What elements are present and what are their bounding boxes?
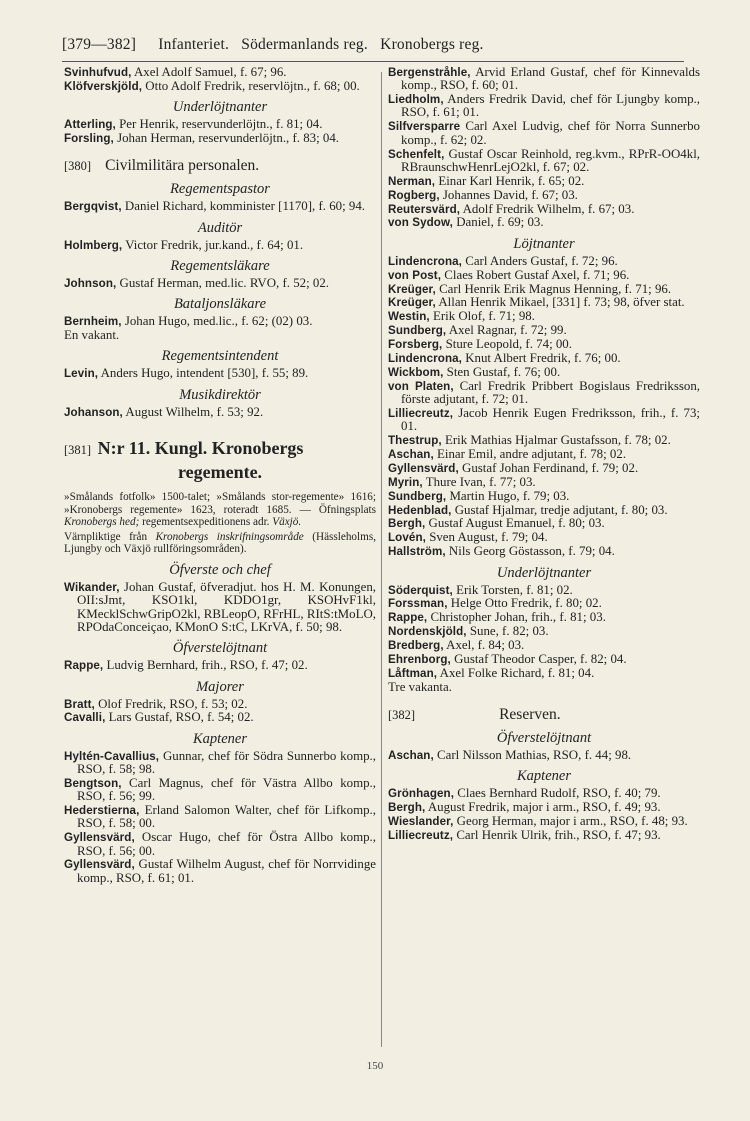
list-item: Rappe, Christopher Johan, frih., f. 81; 03. [388,610,606,625]
list-item: Hederstierna, Erland Salomon Walter, chef för Lifkomp., RSO, f. 58; 00. [64,803,376,831]
list-item: Lilliecreutz, Jacob Henrik Eugen Fredriksson, frih., f. 73; 01. [388,405,700,434]
list-item: Thestrup, Erik Mathias Hjalmar Gustafsson, f. 78; 02. [388,433,671,448]
header-title: Infanteriet. Södermanlands reg. Kronobergs reg. [158,36,484,53]
page-number: 150 [366,1060,384,1072]
list-item: Atterling, Per Henrik, reservunderlöjtn., f. 81; 04. [64,117,323,132]
list-item: Hyltén-Cavallius, Gunnar, chef för Södra Sunnerbo komp., RSO, f. 58; 98. [64,748,376,776]
vacancy-note: Tre vakanta. [388,679,452,694]
list-item: Svinhufvud, Axel Adolf Samuel, f. 67; 96. [64,65,287,79]
list-item: Bergh, Gustaf August Emanuel, f. 80; 03. [388,516,605,531]
column-divider [381,72,382,1047]
list-item: Lindencrona, Knut Albert Fredrik, f. 76; 00. [388,350,621,365]
list-item: Nordenskjöld, Sune, f. 82; 03. [388,624,549,639]
list-item: von Sydow, Daniel, f. 69; 03. [388,215,544,230]
list-item: Lindencrona, Carl Anders Gustaf, f. 72; 96. [388,253,618,268]
list-item: Forssman, Helge Otto Fredrik, f. 80; 02. [388,596,602,611]
list-item: Aschan, Einar Emil, andre adjutant, f. 78; 02. [388,447,627,461]
rank-heading: Öfverstelöjtnant [172,640,268,657]
list-item: Gyllensvärd, Oscar Hugo, chef för Östra Allbo komp., RSO, f. 56; 00. [64,830,376,858]
list-item: Sundberg, Martin Hugo, f. 79; 03. [388,488,570,503]
list-item: Bernheim, Johan Hugo, med.lic., f. 62; (02) 03. [64,314,313,329]
header-page-range: [379—382] [62,36,137,53]
rank-heading: Öfverste och chef [169,562,271,579]
rank-heading: Underlöjtnanter [172,99,268,116]
list-item: von Platen, Carl Fredrik Pribbert Bogislaus Fredriksson, förste adjutant, f. 72; 01. [388,378,700,407]
rank-heading: Löjtnanter [513,235,575,252]
list-item: Myrin, Thure Ivan, f. 77; 03. [388,474,536,489]
list-item: Aschan, Carl Nilsson Mathias, RSO, f. 44; 98. [388,748,632,763]
conscription-note: Värnpliktige från Kronobergs inskrifningsområde (Hässleholms, Ljungby och Växjö rullföringsområden). [64,530,376,556]
list-item: Gyllensvärd, Gustaf Wilhelm August, chef för Norrvidinge komp., RSO, f. 61; 01. [64,857,376,885]
rank-heading: Kaptener [517,768,571,785]
rank-heading: Regementsläkare [170,257,270,274]
rank-heading: Musikdirektör [179,386,261,403]
list-item: Schenfelt, Gustaf Oscar Reinhold, reg.kvm., RPrR-OO4kl, RBraunschwHenrLejO2kl, f. 67; 02. [388,146,700,174]
list-item: Gyllensvärd, Gustaf Johan Ferdinand, f. 79; 02. [388,460,639,475]
list-item: Bergh, August Fredrik, major i arm., RSO, f. 49; 93. [388,800,661,815]
list-item: Forsling, Johan Herman, reservunderlöjtn., f. 83; 04. [64,131,340,146]
list-item: Liedholm, Anders Fredrik David, chef för Ljungby komp., RSO, f. 61; 01. [388,92,700,120]
regiment-history-note: »Smålands fotfolk» 1500-talet; »Smålands stor-regemente» 1616; »Kronobergs regemente» 1623, roteradt 1685. — Öfningsplats Kronobergs hed; regementsexpeditionens adr. Växjö. [64,491,376,529]
list-item: Johnson, Gustaf Herman, med.lic. RVO, f. 52; 02. [64,275,330,290]
list-item: Forsberg, Sture Leopold, f. 74; 00. [388,337,572,352]
list-item: Rappe, Ludvig Bernhard, frih., RSO, f. 47; 02. [64,658,308,673]
right-column [388,66,700,843]
list-item: Bergqvist, Daniel Richard, komminister [1170], f. 60; 94. [64,199,366,214]
section-heading-civil: [380] Civilmilitära personalen. [64,157,260,175]
list-item: Grönhagen, Claes Bernhard Rudolf, RSO, f. 40; 79. [388,786,661,801]
list-item: Lovén, Sven August, f. 79; 04. [388,530,548,545]
list-item: Rogberg, Johannes David, f. 67; 03. [388,187,578,202]
list-item: Bengtson, Carl Magnus, chef för Västra Allbo komp., RSO, f. 56; 99. [64,775,376,804]
list-item: Wikander, Johan Gustaf, öfveradjut. hos H. M. Konungen, OII:sJmt, KSO1kl, KDDO1gr, KSOHvF1kl, KMecklSchwGripO2kl, RBLeopO, RFrHL, RItS:tMoLO, RPOdaConceiçao, KMonO S:tC, LKrVA, f. 50; 98. [64,580,376,634]
list-item: Bredberg, Axel, f. 84; 03. [388,638,525,653]
list-item: Låftman, Axel Folke Richard, f. 81; 04. [388,665,595,680]
list-item: Cavalli, Lars Gustaf, RSO, f. 54; 02. [64,710,254,725]
list-item: Hallström, Nils Georg Göstasson, f. 79; 04. [388,544,615,559]
rank-heading: Regementsintendent [161,348,279,365]
list-item: Kreüger, Allan Henrik Mikael, [331] f. 73; 98, öfver stat. [388,295,685,310]
rank-heading: Bataljonsläkare [173,296,267,313]
list-item: Holmberg, Victor Fredrik, jur.kand., f. 64; 01. [64,237,304,252]
list-item: Silfversparre Carl Axel Ludvig, chef för Norra Sunnerbo komp., f. 62; 02. [388,119,700,147]
list-item: Sundberg, Axel Ragnar, f. 72; 99. [388,323,567,338]
list-item: Kreüger, Carl Henrik Erik Magnus Henning, f. 71; 96. [388,281,672,296]
header-rule [62,61,684,62]
rank-heading: Underlöjtnanter [496,564,592,581]
regiment-title: [381] N:r 11. Kungl. Kronobergs regemente. [64,438,304,483]
rank-heading: Öfverstelöjtnant [496,730,592,747]
list-item: Wieslander, Georg Herman, major i arm., RSO, f. 48; 93. [388,814,688,829]
list-item: von Post, Claes Robert Gustaf Axel, f. 71; 96. [388,267,630,282]
left-top-list [64,66,376,93]
section-heading-reserve: [382] Reserven. [388,706,561,724]
list-item: Hedenblad, Gustaf Hjalmar, tredje adjutant, f. 80; 03. [388,502,668,517]
rank-heading: Kaptener [193,730,247,747]
list-item: Wickbom, Sten Gustaf, f. 76; 00. [388,364,561,379]
list-item: Söderquist, Erik Torsten, f. 81; 02. [388,582,573,597]
page-header [62,36,692,54]
list-item: Lilliecreutz, Carl Henrik Ulrik, frih., RSO, f. 47; 93. [388,828,661,843]
rank-heading: Majorer [196,678,244,695]
rank-heading: Auditör [197,219,243,236]
list-item: Klöfverskjöld, Otto Adolf Fredrik, reservlöjtn., f. 68; 00. [64,78,360,93]
list-item: Ehrenborg, Gustaf Theodor Casper, f. 82; 04. [388,651,627,666]
list-item: Bratt, Olof Fredrik, RSO, f. 53; 02. [64,696,248,711]
list-item: Westin, Erik Olof, f. 71; 98. [388,309,535,324]
list-item: Reutersvärd, Adolf Fredrik Wilhelm, f. 67; 03. [388,201,635,216]
rank-heading: Regementspastor [170,181,270,198]
left-column [64,66,376,886]
list-item: Nerman, Einar Karl Henrik, f. 65; 02. [388,173,585,188]
list-item: Bergenstråhle, Arvid Erland Gustaf, chef för Kinnevalds komp., RSO, f. 60; 01. [388,65,700,93]
vacancy-note: En vakant. [64,328,120,343]
list-item: Levin, Anders Hugo, intendent [530], f. 55; 89. [64,366,309,381]
list-item: Johanson, August Wilhelm, f. 53; 92. [64,404,264,419]
